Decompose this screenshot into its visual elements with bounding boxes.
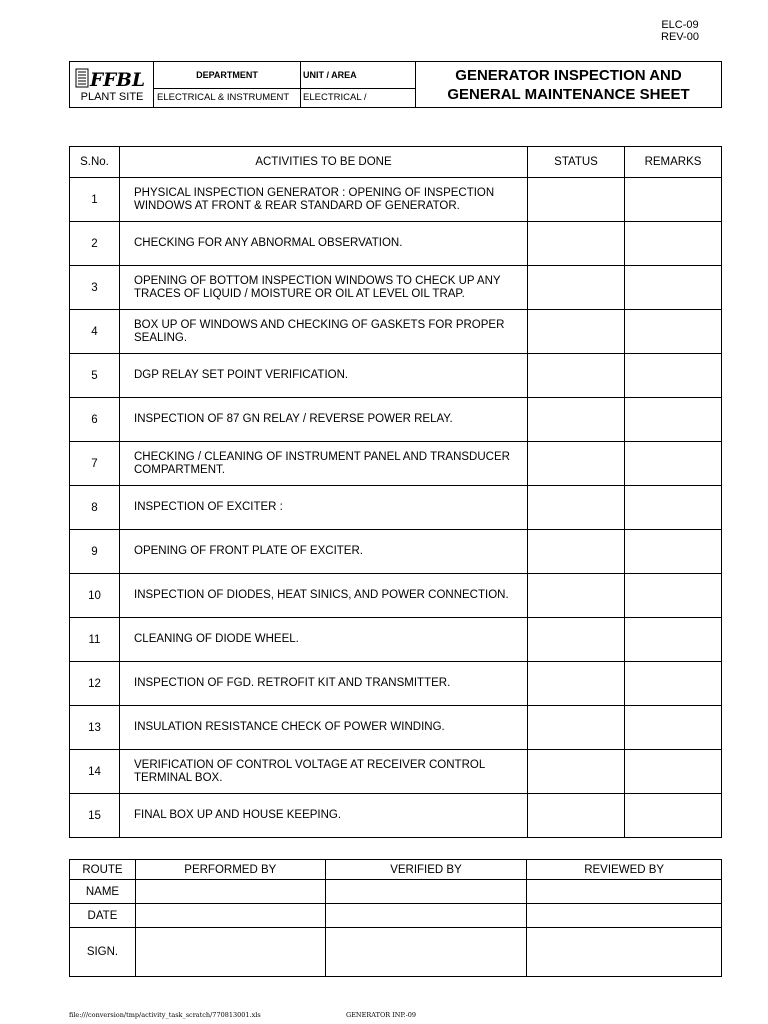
unit-area-value: ELECTRICAL / — [301, 89, 416, 107]
footer-file-path: file:///conversion/tmp/activity_task_scratch/770813001.xls — [69, 1011, 261, 1019]
performed-by-date-cell[interactable] — [135, 904, 325, 928]
col-sno: S.No. — [70, 147, 120, 178]
row-sno: 13 — [70, 706, 120, 750]
col-verified-by: VERIFIED BY — [325, 860, 527, 880]
signoff-row-name — [70, 880, 722, 904]
row-activity: CLEANING OF DIODE WHEEL. — [120, 618, 528, 662]
remarks-cell[interactable] — [625, 750, 722, 794]
status-cell[interactable] — [528, 486, 625, 530]
performed-by-sign-cell[interactable] — [135, 928, 325, 977]
remarks-cell[interactable] — [625, 442, 722, 486]
remarks-cell[interactable] — [625, 706, 722, 750]
svg-text:FFBL: FFBL — [89, 69, 145, 90]
table-header-row — [70, 147, 722, 178]
remarks-cell[interactable] — [625, 794, 722, 838]
row-sno: 11 — [70, 618, 120, 662]
row-sno: 15 — [70, 794, 120, 838]
remarks-cell[interactable] — [625, 310, 722, 354]
reviewed-by-name-cell[interactable] — [527, 880, 722, 904]
remarks-cell[interactable] — [625, 618, 722, 662]
signoff-row-date — [70, 904, 722, 928]
row-sno: 8 — [70, 486, 120, 530]
row-sno: 4 — [70, 310, 120, 354]
col-status: STATUS — [528, 147, 625, 178]
reviewed-by-date-cell[interactable] — [527, 904, 722, 928]
row-activity: INSPECTION OF 87 GN RELAY / REVERSE POWER RELAY. — [120, 398, 528, 442]
row-activity: INSULATION RESISTANCE CHECK OF POWER WINDING. — [120, 706, 528, 750]
status-cell[interactable] — [528, 662, 625, 706]
row-activity: VERIFICATION OF CONTROL VOLTAGE AT RECEIVER CONTROL TERMINAL BOX. — [120, 750, 528, 794]
signoff-table — [69, 859, 722, 977]
title-line-2: GENERAL MAINTENANCE SHEET — [447, 86, 690, 103]
status-cell[interactable] — [528, 706, 625, 750]
row-activity: CHECKING FOR ANY ABNORMAL OBSERVATION. — [120, 222, 528, 266]
row-sno: 9 — [70, 530, 120, 574]
row-sno: 2 — [70, 222, 120, 266]
status-cell[interactable] — [528, 794, 625, 838]
table-row — [70, 618, 722, 662]
department-label: DEPARTMENT — [154, 62, 301, 89]
col-reviewed-by: REVIEWED BY — [527, 860, 722, 880]
status-cell[interactable] — [528, 398, 625, 442]
table-row — [70, 310, 722, 354]
table-row — [70, 486, 722, 530]
table-row — [70, 442, 722, 486]
remarks-cell[interactable] — [625, 574, 722, 618]
row-sno: 6 — [70, 398, 120, 442]
row-activity: FINAL BOX UP AND HOUSE KEEPING. — [120, 794, 528, 838]
row-activity: OPENING OF BOTTOM INSPECTION WINDOWS TO CHECK UP ANY TRACES OF LIQUID / MOISTURE OR OIL AT LEVEL OIL TRAP. — [120, 266, 528, 310]
status-cell[interactable] — [528, 222, 625, 266]
status-cell[interactable] — [528, 266, 625, 310]
remarks-cell[interactable] — [625, 662, 722, 706]
status-cell[interactable] — [528, 618, 625, 662]
col-performed-by: PERFORMED BY — [135, 860, 325, 880]
verified-by-date-cell[interactable] — [325, 904, 527, 928]
row-sno: 12 — [70, 662, 120, 706]
row-label-sign: SIGN. — [70, 928, 136, 977]
table-row — [70, 706, 722, 750]
verified-by-sign-cell[interactable] — [325, 928, 527, 977]
table-row — [70, 794, 722, 838]
row-activity: INSPECTION OF EXCITER : — [120, 486, 528, 530]
table-row — [70, 398, 722, 442]
row-sno: 7 — [70, 442, 120, 486]
status-cell[interactable] — [528, 310, 625, 354]
logo-cell — [70, 62, 154, 107]
row-activity: PHYSICAL INSPECTION GENERATOR : OPENING OF INSPECTION WINDOWS AT FRONT & REAR STANDARD OF GENERATOR. — [120, 178, 528, 222]
status-cell[interactable] — [528, 574, 625, 618]
row-sno: 14 — [70, 750, 120, 794]
remarks-cell[interactable] — [625, 354, 722, 398]
col-activities: ACTIVITIES TO BE DONE — [120, 147, 528, 178]
footer-code: GENERATOR INP.-09 — [346, 1011, 417, 1019]
row-sno: 1 — [70, 178, 120, 222]
table-row — [70, 662, 722, 706]
status-cell[interactable] — [528, 442, 625, 486]
signoff-header-row — [70, 860, 722, 880]
doc-code: ELC-09 — [661, 19, 699, 31]
status-cell[interactable] — [528, 178, 625, 222]
remarks-cell[interactable] — [625, 178, 722, 222]
remarks-cell[interactable] — [625, 266, 722, 310]
row-activity: CHECKING / CLEANING OF INSTRUMENT PANEL AND TRANSDUCER COMPARTMENT. — [120, 442, 528, 486]
row-label-date: DATE — [70, 904, 136, 928]
table-row — [70, 178, 722, 222]
col-remarks: REMARKS — [625, 147, 722, 178]
row-label-name: NAME — [70, 880, 136, 904]
header-block — [69, 61, 722, 108]
row-activity: DGP RELAY SET POINT VERIFICATION. — [120, 354, 528, 398]
table-row — [70, 266, 722, 310]
table-row — [70, 750, 722, 794]
table-row — [70, 222, 722, 266]
unit-area-label: UNIT / AREA — [301, 62, 416, 89]
revision: REV-00 — [661, 31, 699, 43]
ffbl-logo — [75, 66, 147, 90]
department-value: ELECTRICAL & INSTRUMENT — [154, 89, 301, 107]
status-cell[interactable] — [528, 530, 625, 574]
table-row — [70, 574, 722, 618]
row-sno: 10 — [70, 574, 120, 618]
verified-by-name-cell[interactable] — [325, 880, 527, 904]
row-activity: BOX UP OF WINDOWS AND CHECKING OF GASKETS FOR PROPER SEALING. — [120, 310, 528, 354]
row-sno: 5 — [70, 354, 120, 398]
sheet-title — [416, 62, 721, 107]
performed-by-name-cell[interactable] — [135, 880, 325, 904]
status-cell[interactable] — [528, 750, 625, 794]
activities-table — [69, 146, 722, 838]
remarks-cell[interactable] — [625, 486, 722, 530]
table-row — [70, 354, 722, 398]
status-cell[interactable] — [528, 354, 625, 398]
document-number — [640, 19, 720, 43]
plant-site-label: PLANT SITE — [80, 91, 144, 103]
reviewed-by-sign-cell[interactable] — [527, 928, 722, 977]
remarks-cell[interactable] — [625, 222, 722, 266]
row-activity: INSPECTION OF FGD. RETROFIT KIT AND TRANSMITTER. — [120, 662, 528, 706]
row-activity: OPENING OF FRONT PLATE OF EXCITER. — [120, 530, 528, 574]
signoff-row-sign — [70, 928, 722, 977]
row-activity: INSPECTION OF DIODES, HEAT SINICS, AND POWER CONNECTION. — [120, 574, 528, 618]
remarks-cell[interactable] — [625, 398, 722, 442]
col-route: ROUTE — [70, 860, 136, 880]
title-line-1: GENERATOR INSPECTION AND — [455, 67, 682, 84]
remarks-cell[interactable] — [625, 530, 722, 574]
table-row — [70, 530, 722, 574]
row-sno: 3 — [70, 266, 120, 310]
